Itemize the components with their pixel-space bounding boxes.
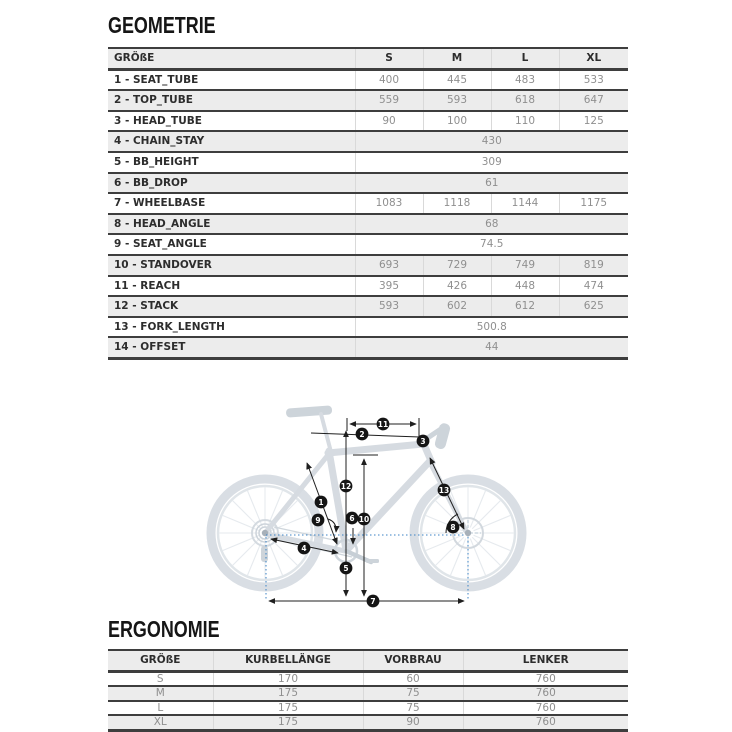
ergonomics-value: 170 (213, 672, 363, 687)
ergonomics-value: 760 (463, 715, 628, 730)
geometry-section-title: GEOMETRIE (108, 12, 216, 38)
geometry-value: 559 (355, 90, 423, 111)
geometry-row (108, 296, 628, 317)
geometry-value: 693 (355, 255, 423, 276)
callout-number: 12 (340, 481, 352, 491)
geometry-value: 593 (423, 90, 491, 111)
ergonomics-value: 75 (363, 701, 463, 715)
geometry-value: 1175 (559, 193, 628, 214)
size-column-header: GRÖßE (114, 52, 155, 65)
geometry-row (108, 276, 628, 297)
geometry-row (108, 234, 628, 255)
ergonomics-value: 175 (213, 701, 363, 715)
geometry-value: 625 (559, 296, 628, 317)
geometry-value: 110 (491, 111, 559, 132)
rear-derailleur (261, 546, 268, 562)
geometry-row-label: 13 - FORK_LENGTH (114, 320, 225, 333)
ergonomics-column-header: LENKER (463, 650, 628, 672)
ergonomics-table (108, 649, 628, 732)
geometry-value: 90 (355, 111, 423, 132)
geometry-row-label: 2 - TOP_TUBE (114, 94, 193, 107)
handlebar (434, 422, 451, 450)
saddle (286, 405, 333, 417)
geometry-row-label: 4 - CHAIN_STAY (114, 135, 205, 148)
geometry-row (108, 173, 628, 194)
geometry-value: 612 (491, 296, 559, 317)
geometry-row (108, 214, 628, 235)
ergonomics-size: M (155, 687, 165, 700)
geometry-value: 1083 (355, 193, 423, 214)
ergonomics-size: XL (153, 716, 167, 729)
callout-number: 5 (343, 563, 349, 573)
geometry-row-label: 10 - STANDOVER (114, 258, 212, 271)
callout-number: 9 (315, 515, 321, 525)
geometry-table (108, 47, 628, 360)
geometry-merged-value: 309 (355, 152, 628, 173)
geometry-row-label: 5 - BB_HEIGHT (114, 156, 199, 169)
callout-number: 8 (450, 522, 456, 532)
geometry-row (108, 111, 628, 132)
geometry-value: 819 (559, 255, 628, 276)
ergonomics-section-title: ERGONOMIE (108, 616, 220, 642)
bike-geometry-diagram (195, 398, 540, 614)
geometry-row (108, 337, 628, 358)
ergonomics-value: 175 (213, 715, 363, 730)
geometry-value: 448 (491, 276, 559, 297)
ergonomics-row (108, 715, 628, 730)
geometry-merged-value: 44 (355, 337, 628, 358)
geometry-value: 533 (559, 69, 628, 90)
callout-number: 1 (318, 497, 324, 507)
geometry-row (108, 255, 628, 276)
geometry-value: 445 (423, 69, 491, 90)
geometry-merged-value: 500.8 (355, 317, 628, 338)
geometry-row (108, 317, 628, 338)
geometry-value: 647 (559, 90, 628, 111)
callout-number: 2 (359, 429, 365, 439)
geometry-row (108, 152, 628, 173)
geometry-value: 618 (491, 90, 559, 111)
ergonomics-size: S (156, 672, 164, 685)
ergonomics-value: 760 (463, 701, 628, 715)
geometry-value: 395 (355, 276, 423, 297)
ergonomics-value: 175 (213, 686, 363, 700)
geometry-value: 125 (559, 111, 628, 132)
geometry-row-label: 12 - STACK (114, 300, 179, 313)
size-header-s: S (355, 48, 423, 69)
size-header-xl: XL (559, 48, 628, 69)
geometry-merged-value: 74.5 (355, 234, 628, 255)
ergonomics-value: 90 (363, 715, 463, 730)
ergonomics-value: 760 (463, 672, 628, 687)
geometry-value: 729 (423, 255, 491, 276)
ergonomics-row (108, 701, 628, 715)
ergonomics-value: 60 (363, 672, 463, 687)
ergonomics-column-header: VORBRAU (363, 650, 463, 672)
pedal (366, 559, 379, 563)
geometry-value: 1144 (491, 193, 559, 214)
callout-number: 3 (420, 436, 426, 446)
callout-number: 6 (349, 513, 355, 523)
size-header-m: M (423, 48, 491, 69)
geometry-value: 474 (559, 276, 628, 297)
callout-number: 4 (301, 543, 307, 553)
ergonomics-row (108, 686, 628, 700)
ergonomics-value: 760 (463, 686, 628, 700)
geometry-value: 400 (355, 69, 423, 90)
callout-number: 7 (370, 596, 376, 606)
ergonomics-size: L (157, 701, 164, 714)
ergonomics-row (108, 672, 628, 687)
geometry-row-label: 11 - REACH (114, 279, 181, 292)
geometry-row (108, 131, 628, 152)
geometry-row-label: 1 - SEAT_TUBE (114, 73, 199, 86)
geometry-header-row (108, 48, 628, 69)
geometry-row (108, 90, 628, 111)
geometry-merged-value: 61 (355, 173, 628, 194)
geometry-row-label: 8 - HEAD_ANGLE (114, 217, 211, 230)
geometry-merged-value: 430 (355, 131, 628, 152)
ergonomics-header-row (108, 650, 628, 672)
geometry-value: 1118 (423, 193, 491, 214)
geometry-row-label: 7 - WHEELBASE (114, 197, 206, 210)
callout-number: 13 (438, 485, 450, 495)
ergonomics-column-header: GRÖßE (140, 654, 181, 667)
geometry-row (108, 69, 628, 90)
callout-number: 10 (358, 514, 370, 524)
geometry-value: 593 (355, 296, 423, 317)
ergonomics-column-header: KURBELLÄNGE (213, 650, 363, 672)
geometry-value: 100 (423, 111, 491, 132)
geometry-value: 426 (423, 276, 491, 297)
callout-number: 11 (377, 419, 389, 429)
geometry-value: 483 (491, 69, 559, 90)
geometry-row-label: 14 - OFFSET (114, 341, 186, 354)
size-header-l: L (491, 48, 559, 69)
geometry-row-label: 3 - HEAD_TUBE (114, 114, 202, 127)
geometry-row-label: 6 - BB_DROP (114, 176, 188, 189)
geometry-row (108, 193, 628, 214)
geometry-row-label: 9 - SEAT_ANGLE (114, 238, 207, 251)
ergonomics-value: 75 (363, 686, 463, 700)
geometry-merged-value: 68 (355, 214, 628, 235)
geometry-value: 602 (423, 296, 491, 317)
geometry-value: 749 (491, 255, 559, 276)
